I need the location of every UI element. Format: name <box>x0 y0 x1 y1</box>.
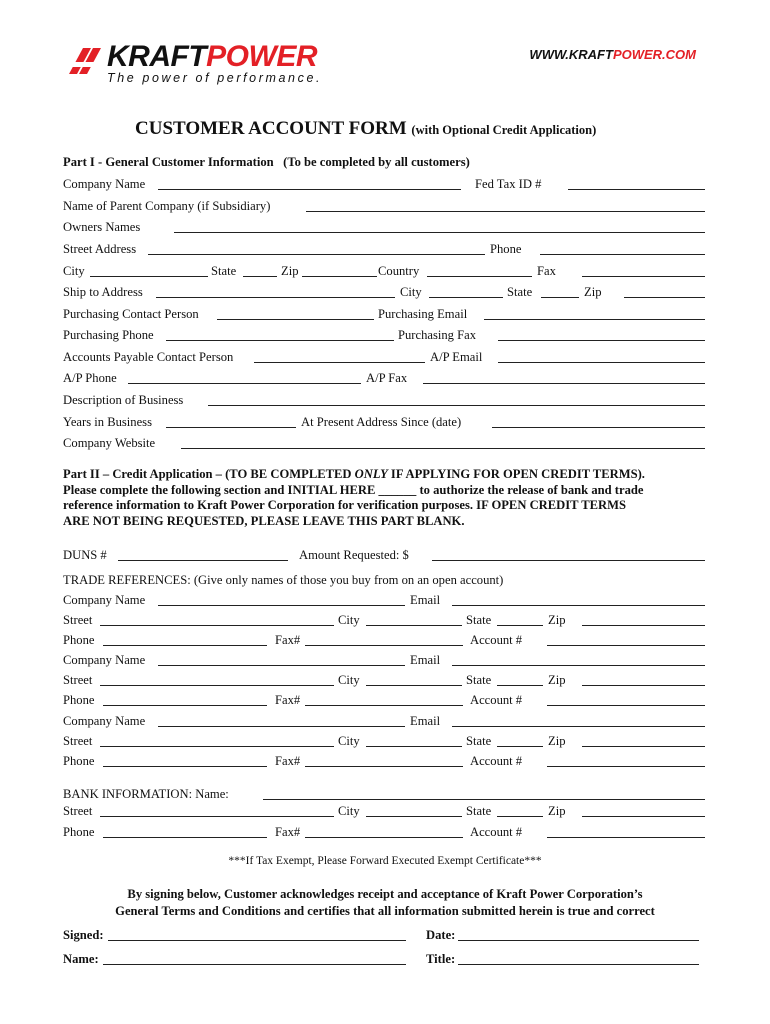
name-field[interactable] <box>103 953 406 965</box>
date-label: Date: <box>426 928 456 942</box>
purchasing-email-field[interactable] <box>484 308 705 320</box>
bank-fax-label: Fax# <box>275 825 301 839</box>
purchasing-fax-field[interactable] <box>498 329 705 341</box>
ref3-zip-field[interactable] <box>582 735 705 747</box>
ref2-state-label: State <box>466 673 492 687</box>
ref1-state-field[interactable] <box>497 614 543 626</box>
ap-fax-label: A/P Fax <box>366 371 408 385</box>
ship-city-label: City <box>400 285 422 299</box>
ref1-city-field[interactable] <box>366 614 462 626</box>
ref1-phone-label: Phone <box>63 633 95 647</box>
date-field[interactable] <box>458 929 699 941</box>
ref3-account-field[interactable] <box>547 755 705 767</box>
ship-zip-label: Zip <box>584 285 602 299</box>
ref2-email-label: Email <box>410 653 441 667</box>
ref3-state-label: State <box>466 734 492 748</box>
kraftpower-logo <box>65 40 345 85</box>
parent-company-field[interactable] <box>306 200 705 212</box>
present-since-field[interactable] <box>492 416 705 428</box>
ref3-email-field[interactable] <box>452 715 705 727</box>
ship-zip-field[interactable] <box>624 286 705 298</box>
part2-heading: Part II – Credit Application – (TO BE COMPLETED ONLY IF APPLYING FOR OPEN CREDIT TERMS). Please complete the following section and INITIAL HERE ______ to authorize the release of bank and trade reference information to Kraft Power Corporation for verification purposes. IF OPEN CREDIT TERMS ARE NOT BEING REQUESTED, PLEASE LEAVE THIS PART BLANK. <box>63 467 645 528</box>
part1-heading: Part I - General Customer Information (To be completed by all customers) <box>63 155 470 169</box>
state-field[interactable] <box>243 265 277 277</box>
ref1-fax-field[interactable] <box>305 634 463 646</box>
ref2-account-field[interactable] <box>547 694 705 706</box>
ref1-city-label: City <box>338 613 360 627</box>
bank-zip-label: Zip <box>548 804 566 818</box>
logo-mark-icon <box>65 44 105 78</box>
ship-state-field[interactable] <box>541 286 579 298</box>
ref1-account-label: Account # <box>470 633 523 647</box>
zip-field[interactable] <box>302 265 377 277</box>
present-since-label: At Present Address Since (date) <box>301 415 462 429</box>
bank-street-field[interactable] <box>100 805 334 817</box>
ref3-zip-label: Zip <box>548 734 566 748</box>
ref1-phone-field[interactable] <box>103 634 267 646</box>
ref1-zip-label: Zip <box>548 613 566 627</box>
ref1-street-label: Street <box>63 613 93 627</box>
ref3-fax-field[interactable] <box>305 755 463 767</box>
bank-city-label: City <box>338 804 360 818</box>
zip-label: Zip <box>281 264 299 278</box>
ref3-city-label: City <box>338 734 360 748</box>
form-title: CUSTOMER ACCOUNT FORM (with Optional Credit Application) <box>135 118 597 139</box>
bank-state-field[interactable] <box>497 805 543 817</box>
ref1-fax-label: Fax# <box>275 633 301 647</box>
ref1-company-field[interactable] <box>158 594 405 606</box>
ref3-email-label: Email <box>410 714 441 728</box>
ap-contact-label: Accounts Payable Contact Person <box>63 350 234 364</box>
ref2-city-field[interactable] <box>366 674 462 686</box>
logo-wordmark: KRAFTPOWER <box>107 40 317 73</box>
ref2-company-label: Company Name <box>63 653 146 667</box>
street-address-field[interactable] <box>148 243 485 255</box>
bank-name-field[interactable] <box>263 788 705 800</box>
ref2-city-label: City <box>338 673 360 687</box>
ref1-account-field[interactable] <box>547 634 705 646</box>
bank-info-label: BANK INFORMATION: Name: <box>63 787 229 801</box>
ref2-account-label: Account # <box>470 693 523 707</box>
bank-account-label: Account # <box>470 825 523 839</box>
bank-zip-field[interactable] <box>582 805 705 817</box>
ref3-phone-field[interactable] <box>103 755 267 767</box>
website-label: Company Website <box>63 436 156 450</box>
ap-email-label: A/P Email <box>430 350 483 364</box>
ref2-street-field[interactable] <box>100 674 334 686</box>
ap-fax-field[interactable] <box>423 372 705 384</box>
ref3-state-field[interactable] <box>497 735 543 747</box>
ref2-zip-label: Zip <box>548 673 566 687</box>
ref1-street-field[interactable] <box>100 614 334 626</box>
ref2-street-label: Street <box>63 673 93 687</box>
ref1-email-field[interactable] <box>452 594 705 606</box>
ref2-phone-field[interactable] <box>103 694 267 706</box>
duns-field[interactable] <box>118 549 288 561</box>
title-label: Title: <box>426 952 456 966</box>
ref3-company-label: Company Name <box>63 714 146 728</box>
fax-field[interactable] <box>582 265 705 277</box>
website-field[interactable] <box>181 437 705 449</box>
company-name-label: Company Name <box>63 177 146 191</box>
logo-tagline: The power of performance. <box>107 71 323 85</box>
ref3-street-field[interactable] <box>100 735 334 747</box>
phone-field[interactable] <box>540 243 705 255</box>
years-field[interactable] <box>166 416 296 428</box>
country-label: Country <box>378 264 420 278</box>
purchasing-contact-label: Purchasing Contact Person <box>63 307 199 321</box>
years-label: Years in Business <box>63 415 152 429</box>
ref1-email-label: Email <box>410 593 441 607</box>
duns-label: DUNS # <box>63 548 107 562</box>
ref3-city-field[interactable] <box>366 735 462 747</box>
ap-phone-label: A/P Phone <box>63 371 117 385</box>
ref2-zip-field[interactable] <box>582 674 705 686</box>
bank-street-label: Street <box>63 804 93 818</box>
tax-exempt-note: ***If Tax Exempt, Please Forward Executed Exempt Certificate*** <box>228 855 542 867</box>
ref2-fax-field[interactable] <box>305 694 463 706</box>
ref3-company-field[interactable] <box>158 715 405 727</box>
ship-city-field[interactable] <box>429 286 503 298</box>
acknowledgement-line-1: By signing below, Customer acknowledges receipt and acceptance of Kraft Power Corporation’s <box>127 887 643 901</box>
ref3-phone-label: Phone <box>63 754 95 768</box>
city-label: City <box>63 264 85 278</box>
ref3-account-label: Account # <box>470 754 523 768</box>
fed-tax-id-label: Fed Tax ID # <box>475 177 542 191</box>
bank-phone-field[interactable] <box>103 826 267 838</box>
website-url: WWW.KRAFTPOWER.COM <box>529 47 696 62</box>
bank-fax-field[interactable] <box>305 826 463 838</box>
purchasing-phone-field[interactable] <box>166 329 394 341</box>
ship-to-field[interactable] <box>156 286 395 298</box>
acknowledgement-line-2: General Terms and Conditions and certifies that all information submitted herein is true and correct <box>115 904 655 918</box>
name-label: Name: <box>63 952 99 966</box>
owners-names-field[interactable] <box>174 221 705 233</box>
ref3-fax-label: Fax# <box>275 754 301 768</box>
bank-phone-label: Phone <box>63 825 95 839</box>
country-field[interactable] <box>427 265 532 277</box>
signed-field[interactable] <box>108 929 406 941</box>
street-address-label: Street Address <box>63 242 137 256</box>
fax-label: Fax <box>537 264 556 278</box>
ap-email-field[interactable] <box>498 351 705 363</box>
ref1-zip-field[interactable] <box>582 614 705 626</box>
owners-names-label: Owners Names <box>63 220 141 234</box>
ref1-state-label: State <box>466 613 492 627</box>
trade-refs-label: TRADE REFERENCES: (Give only names of those you buy from on an open account) <box>63 573 504 587</box>
purchasing-fax-label: Purchasing Fax <box>398 328 477 342</box>
ship-state-label: State <box>507 285 533 299</box>
purchasing-email-label: Purchasing Email <box>378 307 468 321</box>
signed-label: Signed: <box>63 928 104 942</box>
amount-label: Amount Requested: $ <box>299 548 409 562</box>
bank-city-field[interactable] <box>366 805 462 817</box>
purchasing-phone-label: Purchasing Phone <box>63 328 154 342</box>
purchasing-contact-field[interactable] <box>217 308 374 320</box>
amount-field[interactable] <box>432 549 705 561</box>
ap-phone-field[interactable] <box>128 372 361 384</box>
ref2-fax-label: Fax# <box>275 693 301 707</box>
description-field[interactable] <box>208 394 705 406</box>
bank-account-field[interactable] <box>547 826 705 838</box>
ref2-email-field[interactable] <box>452 654 705 666</box>
phone-label: Phone <box>490 242 522 256</box>
ship-to-label: Ship to Address <box>63 285 143 299</box>
fed-tax-id-field[interactable] <box>568 178 705 190</box>
ref3-street-label: Street <box>63 734 93 748</box>
ref2-state-field[interactable] <box>497 674 543 686</box>
title-field[interactable] <box>458 953 699 965</box>
ap-contact-field[interactable] <box>254 351 425 363</box>
description-label: Description of Business <box>63 393 184 407</box>
ref2-company-field[interactable] <box>158 654 405 666</box>
company-name-field[interactable] <box>158 178 461 190</box>
ref1-company-label: Company Name <box>63 593 146 607</box>
ref2-phone-label: Phone <box>63 693 95 707</box>
bank-state-label: State <box>466 804 492 818</box>
city-field[interactable] <box>90 265 208 277</box>
state-label: State <box>211 264 237 278</box>
parent-company-label: Name of Parent Company (if Subsidiary) <box>63 199 271 213</box>
